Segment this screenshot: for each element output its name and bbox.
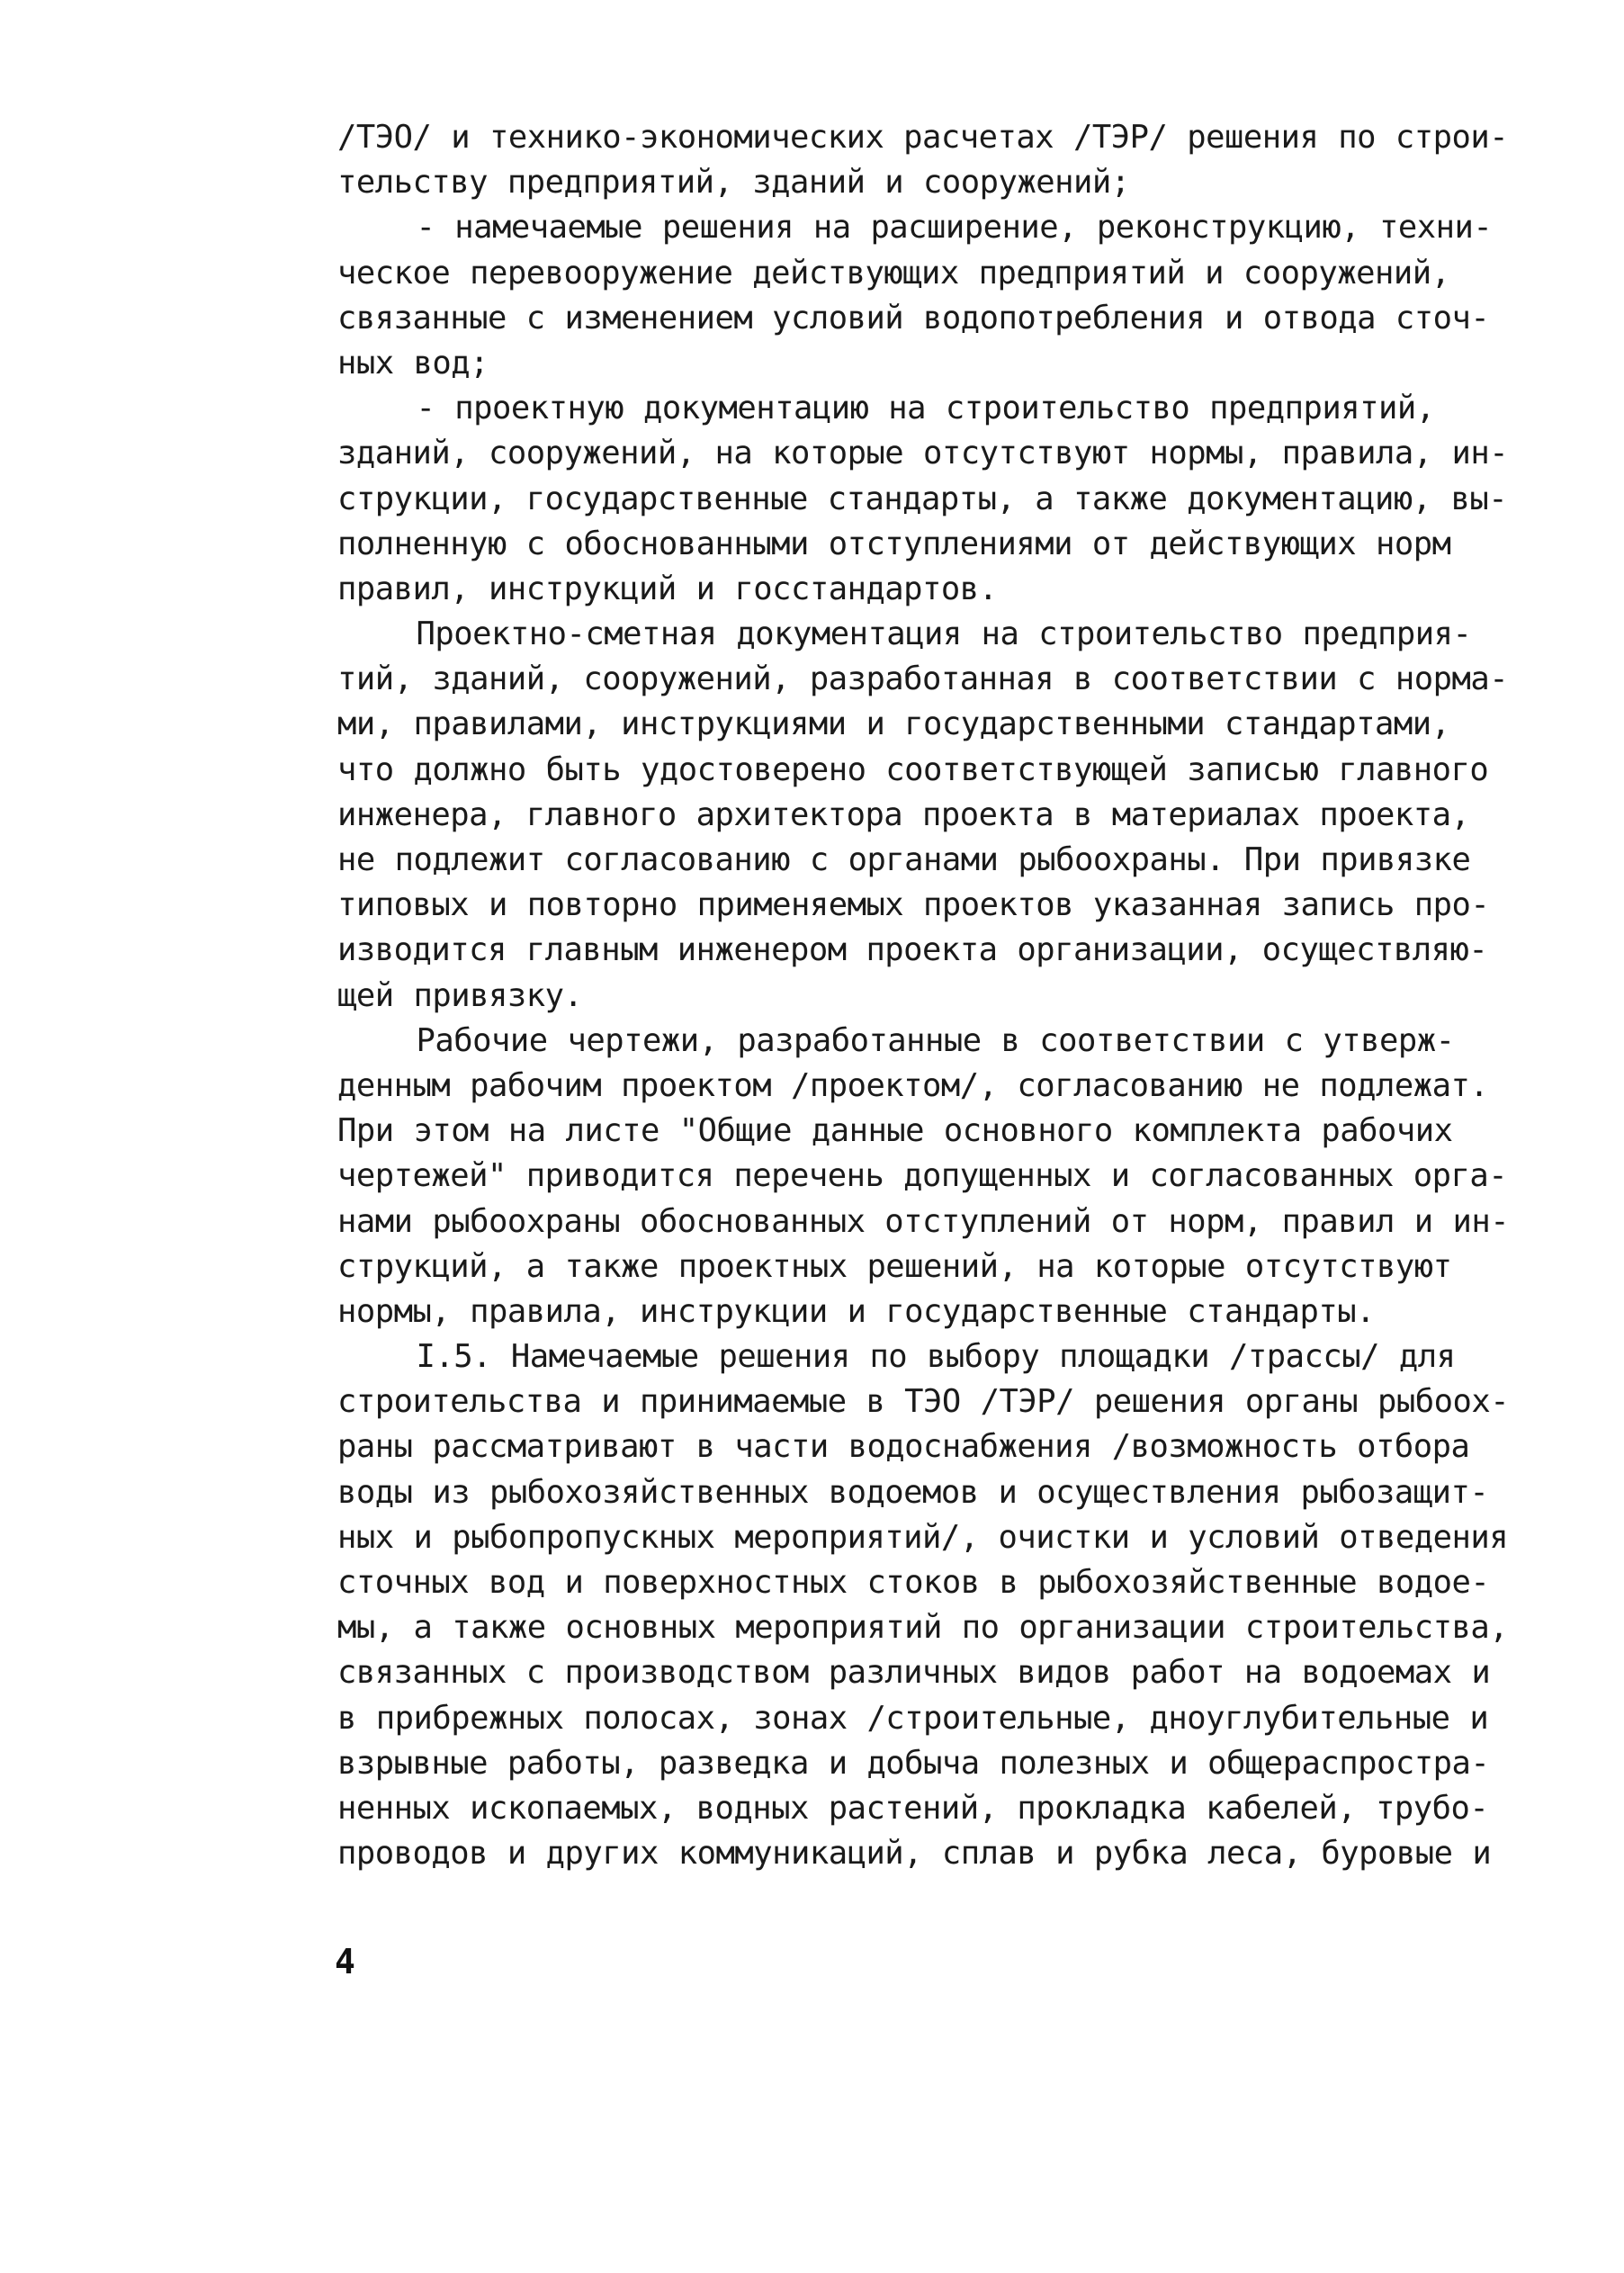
text-line: не подлежит согласованию с органами рыбоохраны. При привязке	[337, 841, 1471, 878]
text-line: проводов и других коммуникаций, сплав и рубка леса, буровые и	[337, 1835, 1492, 1873]
text-line: ческое перевооружение действующих предприятий и сооружений,	[337, 254, 1450, 292]
text-line: изводится главным инженером проекта организации, осуществляю-	[337, 931, 1488, 969]
text-line: тий, зданий, сооружений, разработанная в соответствии с норма-	[337, 660, 1509, 698]
text-line: струкций, а также проектных решений, на которые отсутствуют	[337, 1247, 1452, 1285]
text-line: связанных с производством различных видов работ на водоемах и	[337, 1654, 1491, 1692]
text-line: тельству предприятий, зданий и сооружений;	[337, 164, 1130, 202]
text-line: - проектную документацию на строительство предприятий,	[337, 390, 1435, 427]
text-line: инженера, главного архитектора проекта в материалах проекта,	[337, 795, 1470, 833]
body-text	[337, 115, 1510, 1876]
text-line: правил, инструкций и госстандартов.	[337, 570, 998, 607]
text-line: /ТЭО/ и технико-экономических расчетах /ТЭР/ решения по строи-	[337, 119, 1509, 156]
text-line: чертежей" приводится перечень допущенных и согласованных орга-	[337, 1157, 1508, 1195]
text-line: зданий, сооружений, на которые отсутствуют нормы, правила, ин-	[337, 435, 1509, 472]
text-line: денным рабочим проектом /проектом/, согласованию не подлежат.	[337, 1066, 1489, 1104]
text-line: сточных вод и поверхностных стоков в рыбохозяйственные водое-	[337, 1564, 1490, 1601]
text-line: щей привязку.	[337, 976, 583, 1014]
text-line: мы, а также основных мероприятий по организации строительства,	[337, 1609, 1509, 1647]
text-line: в прибрежных полосах, зонах /строительные, дноуглубительные и	[337, 1699, 1489, 1737]
text-line: I.5. Намечаемые решения по выбору площадки /трассы/ для	[337, 1338, 1456, 1376]
text-line: ных вод;	[337, 344, 489, 382]
page-number: 4	[335, 1942, 355, 1981]
text-line: ненных ископаемых, водных растений, прокладка кабелей, трубо-	[337, 1789, 1489, 1827]
text-line: ных и рыбопропускных мероприятий/, очистки и условий отведения	[337, 1518, 1509, 1556]
text-line: Рабочие чертежи, разработанные в соответствии с утверж-	[337, 1021, 1455, 1059]
text-line: нами рыбоохраны обоснованных отступлений от норм, правил и ин-	[337, 1202, 1510, 1240]
text-line: ми, правилами, инструкциями и государственными стандартами,	[337, 705, 1450, 743]
text-line: строительства и принимаемые в ТЭО /ТЭР/ решения органы рыбоох-	[337, 1383, 1510, 1421]
text-line: типовых и повторно применяемых проектов указанная запись про-	[337, 886, 1490, 924]
text-line: воды из рыбохозяйственных водоемов и осуществления рыбозащит-	[337, 1473, 1489, 1511]
text-line: взрывные работы, разведка и добыча полезных и общераспростра-	[337, 1744, 1490, 1782]
text-line: струкции, государственные стандарты, а также документацию, вы-	[337, 480, 1508, 517]
text-line: что должно быть удостоверено соответствующей записью главного	[337, 750, 1489, 788]
text-line: Проектно-сметная документация на строительство предприя-	[337, 615, 1472, 653]
text-line: При этом на листе "Общие данные основного комплекта рабочих	[337, 1112, 1453, 1150]
text-line: связанные с изменением условий водопотребления и отвода сточ-	[337, 299, 1490, 337]
text-line: - намечаемые решения на расширение, реконструкцию, техни-	[337, 209, 1493, 247]
text-line: нормы, правила, инструкции и государственные стандарты.	[337, 1292, 1376, 1330]
text-line: полненную с обоснованными отступлениями от действующих норм	[337, 525, 1451, 562]
text-line: раны рассматривают в части водоснабжения /возможность отбора	[337, 1428, 1470, 1466]
